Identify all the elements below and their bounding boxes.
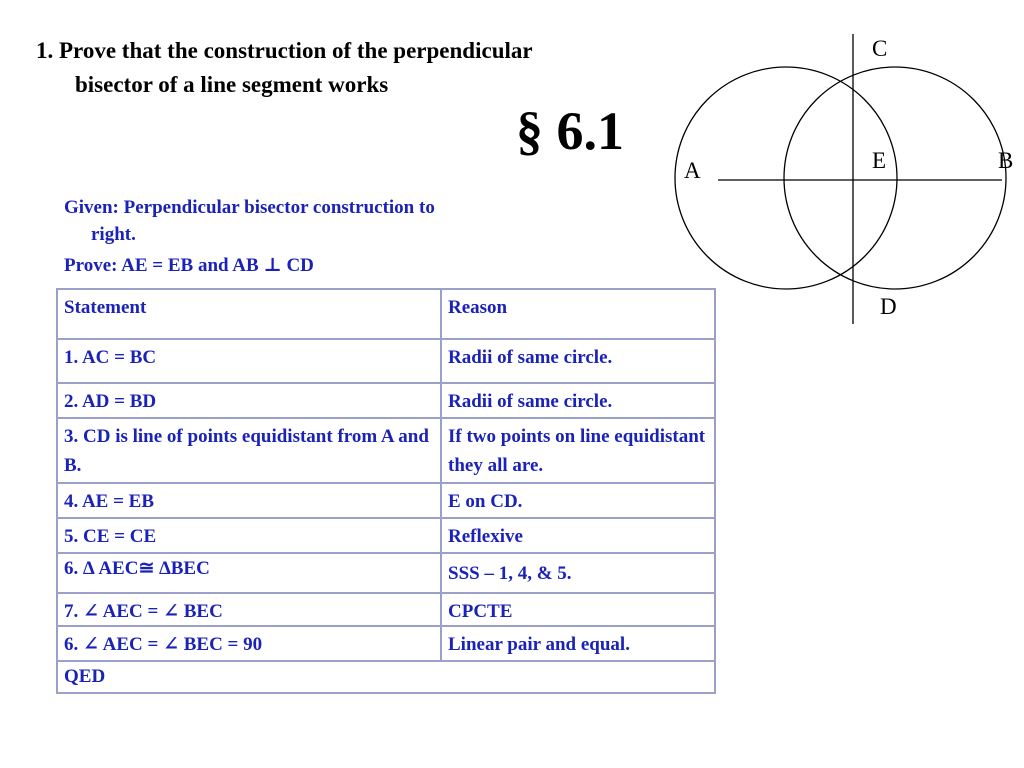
- construction-diagram: [670, 30, 1024, 330]
- reason-cell: CPCTE: [448, 601, 513, 622]
- table-row: [58, 594, 714, 627]
- table-row: [58, 627, 714, 662]
- statement-header: Statement: [58, 290, 442, 338]
- table-row: [58, 340, 714, 384]
- section-number: § 6.1: [516, 101, 624, 161]
- given-line-1: Given: Perpendicular bisector construction to: [64, 197, 435, 218]
- point-label-b: B: [998, 148, 1014, 173]
- point-label-d: D: [880, 294, 897, 319]
- qed-cell: QED: [64, 666, 106, 687]
- page-title: [36, 34, 676, 102]
- table-row: [58, 484, 714, 519]
- statement-cell: 5. CE = CE: [58, 519, 442, 552]
- given-text: [64, 194, 544, 248]
- statement-cell: 1. AC = BC: [58, 340, 442, 382]
- reason-header: Reason: [448, 297, 508, 318]
- title-line-1: 1. Prove that the construction of the perpendicular: [36, 38, 533, 63]
- table-row: [58, 554, 714, 594]
- table-footer-row: [58, 662, 714, 692]
- point-label-a: A: [684, 158, 701, 183]
- table-header-row: [58, 290, 714, 340]
- reason-cell: E on CD.: [448, 491, 523, 512]
- circle-centered-a: [675, 67, 897, 289]
- reason-cell: Linear pair and equal.: [448, 634, 630, 655]
- prove-text: Prove: AE = EB and AB ⊥ CD: [64, 255, 314, 276]
- proof-table: [56, 288, 716, 694]
- statement-cell: 3. CD is line of points equidistant from A and B.: [58, 419, 442, 482]
- circle-centered-b: [784, 67, 1006, 289]
- reason-cell: Radii of same circle.: [448, 391, 613, 412]
- statement-cell: 6. ∆ AEC≅ ∆BEC: [58, 554, 442, 592]
- statement-cell: 7. ∠ AEC = ∠ BEC: [58, 594, 442, 625]
- reason-cell: If two points on line equidistant they all are.: [448, 426, 706, 476]
- reason-cell: Radii of same circle.: [448, 347, 613, 368]
- reason-cell: SSS – 1, 4, & 5.: [448, 563, 572, 584]
- statement-cell: 4. AE = EB: [58, 484, 442, 517]
- table-row: [58, 519, 714, 554]
- given-line-2: right.: [91, 224, 136, 245]
- construction-svg: [670, 30, 1024, 330]
- point-label-e: E: [872, 148, 887, 173]
- reason-cell: Reflexive: [448, 526, 523, 547]
- point-label-c: C: [872, 36, 888, 61]
- table-row: [58, 419, 714, 484]
- statement-cell: 6. ∠ AEC = ∠ BEC = 90: [58, 627, 442, 660]
- table-row: [58, 384, 714, 419]
- title-line-2: bisector of a line segment works: [75, 72, 389, 97]
- statement-cell: 2. AD = BD: [58, 384, 442, 417]
